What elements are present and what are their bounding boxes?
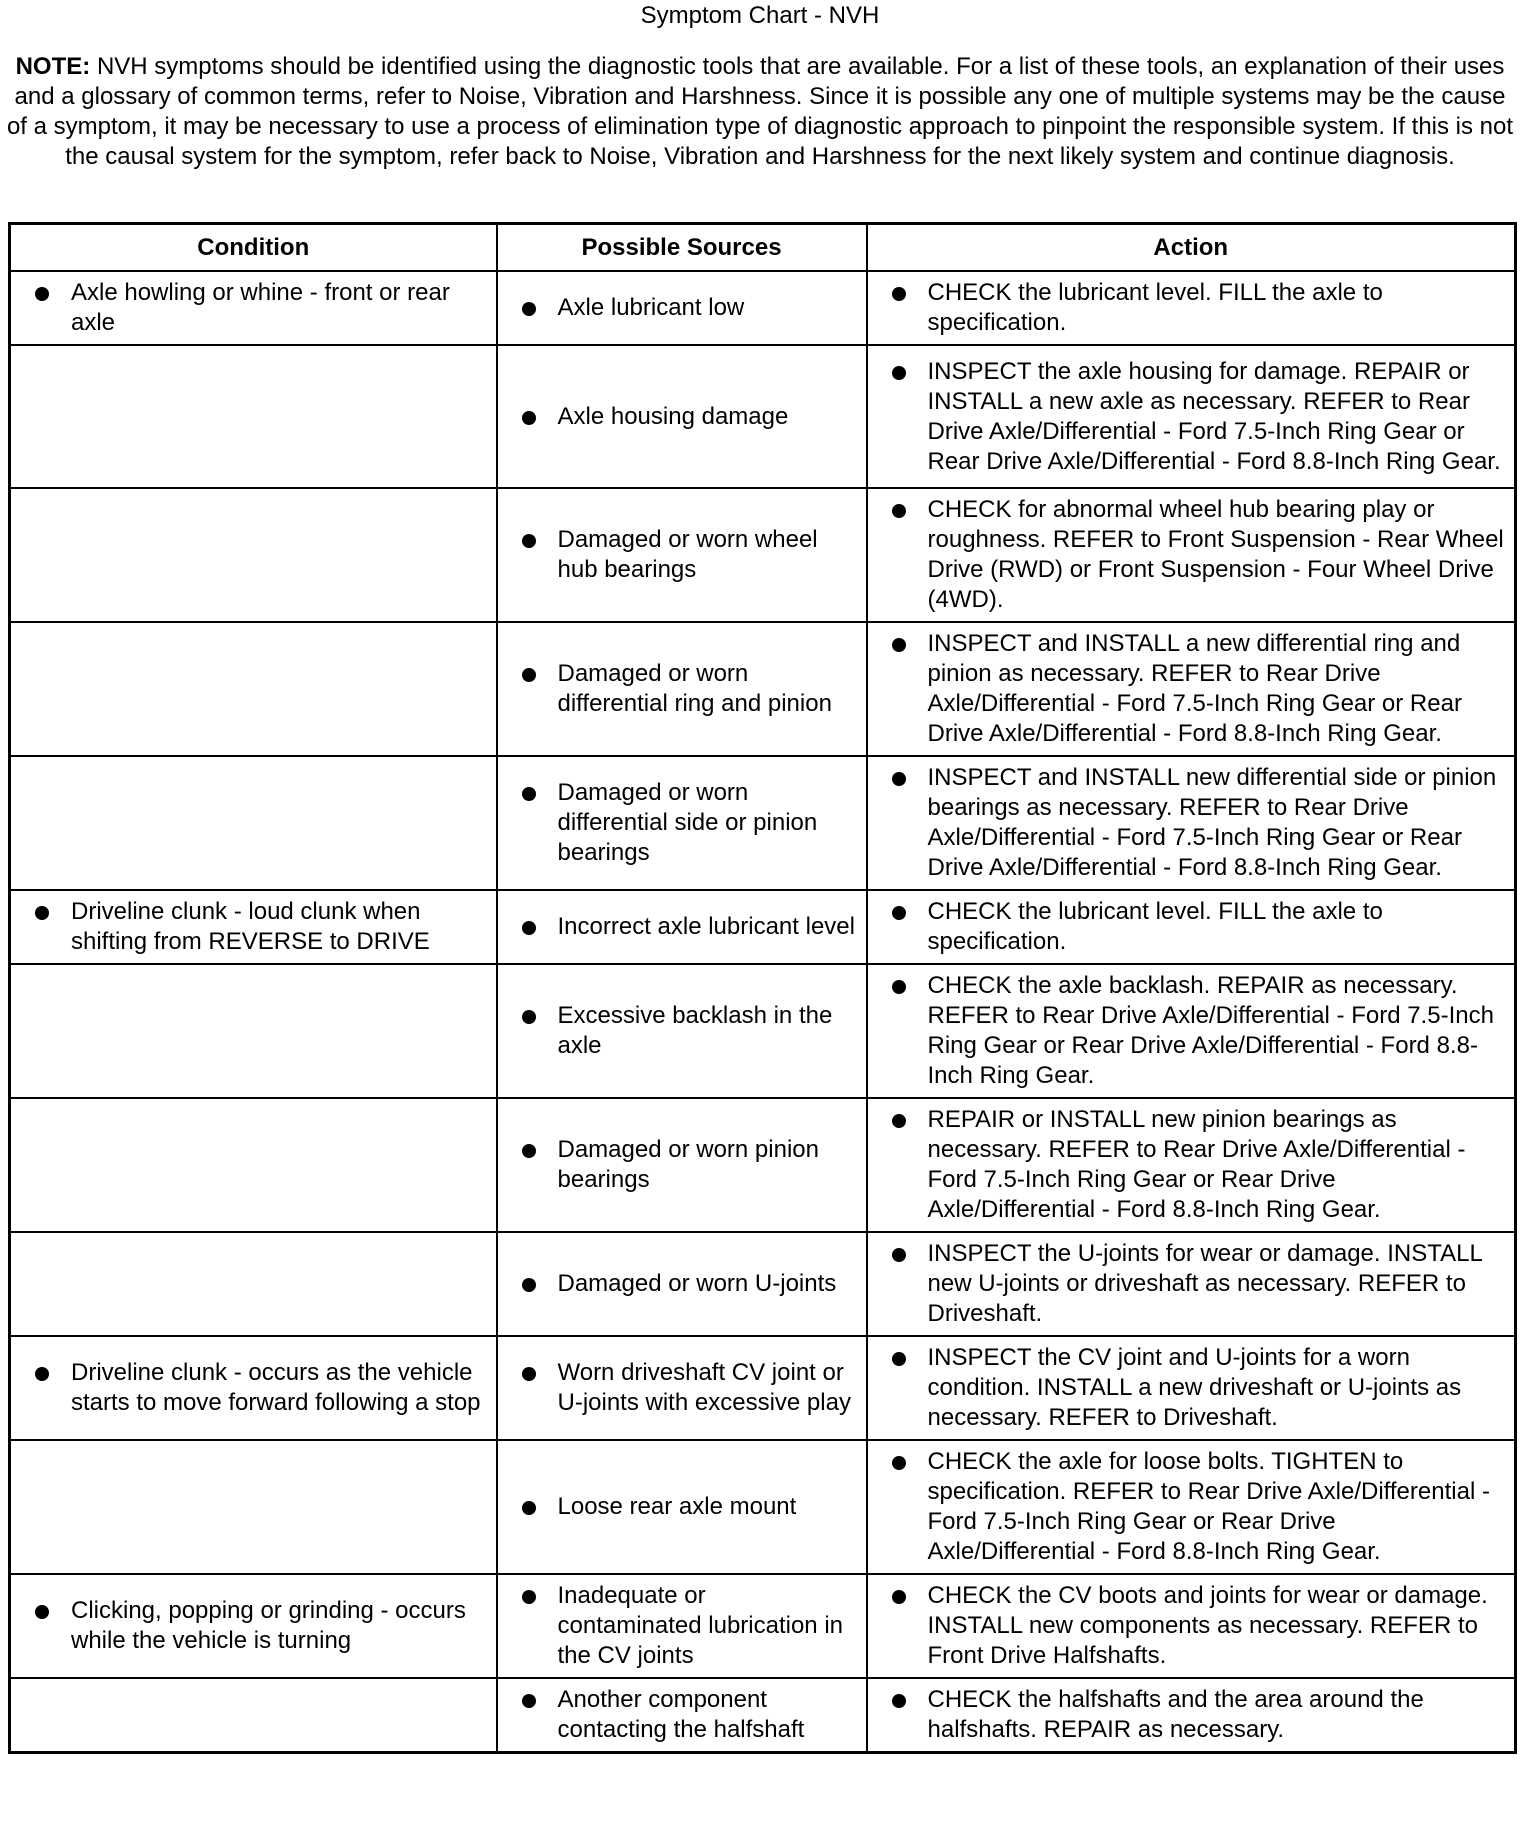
bullet-icon — [892, 1456, 906, 1470]
bullet-icon — [892, 287, 906, 301]
bullet-icon — [522, 534, 536, 548]
action-text: REPAIR or INSTALL new pinion bearings as necessary. REFER to Rear Drive Axle/Differential - Ford 7.5-Inch Ring Gear or Rear Drive Axle/Differential - Ford 8.8-Inch Ring Gear. — [927, 1106, 1466, 1223]
action-cell — [867, 1678, 1516, 1753]
action-item — [878, 357, 1505, 477]
header-possible-sources: Possible Sources — [497, 224, 867, 272]
action-item — [878, 1685, 1505, 1745]
possible-source-item — [508, 778, 856, 868]
action-text: CHECK for abnormal wheel hub bearing play or roughness. REFER to Front Suspension - Rear Wheel Drive (RWD) or Front Suspension - Four Wheel Drive (4WD). — [927, 496, 1504, 613]
action-cell — [867, 1232, 1516, 1336]
table-row — [10, 756, 1516, 890]
possible-source-cell — [497, 1336, 867, 1440]
bullet-icon — [522, 1694, 536, 1708]
header-condition: Condition — [10, 224, 497, 272]
condition-cell — [10, 1232, 497, 1336]
possible-source-item — [508, 1492, 856, 1522]
action-cell — [867, 756, 1516, 890]
possible-source-item — [508, 402, 856, 432]
possible-source-item — [508, 912, 856, 942]
table-row — [10, 271, 1516, 345]
action-item — [878, 495, 1505, 615]
table-row — [10, 622, 1516, 756]
action-item — [878, 1105, 1505, 1225]
note-text: NVH symptoms should be identified using the diagnostic tools that are available. For a list of these tools, an explanation of their uses and a glossary of common terms, refer to Noise, Vibration and Harshness. Since it is possible any one of multiple systems may be the cause of a symptom, it may be necessary to use a process of elimination type of diagnostic approach to pinpoint the responsible system. If this is not the causal system for the symptom, refer back to Noise, Vibration and Harshness for the next likely system and continue diagnosis. — [6, 53, 1514, 170]
possible-source-item — [508, 293, 856, 323]
action-item — [878, 278, 1505, 338]
possible-source-text: Inadequate or contaminated lubrication in the CV joints — [557, 1582, 844, 1669]
action-item — [878, 629, 1505, 749]
action-cell — [867, 345, 1516, 488]
action-item — [878, 971, 1505, 1091]
possible-source-item — [508, 1358, 856, 1418]
possible-source-cell — [497, 890, 867, 964]
bullet-icon — [522, 302, 536, 316]
possible-source-text: Axle lubricant low — [557, 294, 745, 321]
table-row — [10, 1098, 1516, 1232]
possible-source-cell — [497, 488, 867, 622]
bullet-icon — [522, 1590, 536, 1604]
condition-cell — [10, 890, 497, 964]
possible-source-text: Excessive backlash in the axle — [557, 1002, 833, 1059]
action-item — [878, 897, 1505, 957]
possible-source-cell — [497, 756, 867, 890]
table-row — [10, 964, 1516, 1098]
bullet-icon — [892, 638, 906, 652]
bullet-icon — [892, 1694, 906, 1708]
action-text: CHECK the CV boots and joints for wear or damage. INSTALL new components as necessary. REFER to Front Drive Halfshafts. — [927, 1582, 1488, 1669]
possible-source-cell — [497, 1574, 867, 1678]
bullet-icon — [892, 1248, 906, 1262]
action-cell — [867, 622, 1516, 756]
bullet-icon — [892, 772, 906, 786]
action-cell — [867, 1574, 1516, 1678]
action-text: INSPECT and INSTALL new differential side or pinion bearings as necessary. REFER to Rear Drive Axle/Differential - Ford 7.5-Inch Ring Gear or Rear Drive Axle/Differential - Ford 8.8-Inch Ring Gear. — [927, 764, 1497, 881]
action-text: CHECK the lubricant level. FILL the axle to specification. — [927, 898, 1383, 955]
possible-source-text: Damaged or worn pinion bearings — [557, 1136, 819, 1193]
bullet-icon — [522, 1367, 536, 1381]
condition-text: Clicking, popping or grinding - occurs while the vehicle is turning — [71, 1597, 466, 1654]
header-action: Action — [867, 224, 1516, 272]
bullet-icon — [522, 921, 536, 935]
condition-cell — [10, 1440, 497, 1574]
possible-source-text: Damaged or worn differential side or pinion bearings — [557, 779, 818, 866]
possible-source-text: Damaged or worn differential ring and pinion — [557, 660, 832, 717]
possible-source-item — [508, 525, 856, 585]
possible-source-text: Damaged or worn wheel hub bearings — [557, 526, 818, 583]
possible-source-item — [508, 1581, 856, 1671]
action-item — [878, 1447, 1505, 1567]
action-cell — [867, 488, 1516, 622]
possible-source-item — [508, 1135, 856, 1195]
table-row — [10, 488, 1516, 622]
condition-cell — [10, 345, 497, 488]
condition-text: Driveline clunk - occurs as the vehicle starts to move forward following a stop — [71, 1359, 481, 1416]
bullet-icon — [522, 411, 536, 425]
table-row — [10, 345, 1516, 488]
bullet-icon — [35, 1367, 49, 1381]
bullet-icon — [522, 1144, 536, 1158]
action-item — [878, 1343, 1505, 1433]
condition-cell — [10, 622, 497, 756]
condition-text: Driveline clunk - loud clunk when shifting from REVERSE to DRIVE — [71, 898, 430, 955]
table-row — [10, 1678, 1516, 1753]
action-cell — [867, 271, 1516, 345]
action-cell — [867, 1336, 1516, 1440]
action-text: INSPECT the axle housing for damage. REPAIR or INSTALL a new axle as necessary. REFER to Rear Drive Axle/Differential - Ford 7.5-Inch Ring Gear or Rear Drive Axle/Differential - Ford 8.8-Inch Ring Gear. — [927, 357, 1501, 475]
possible-source-item — [508, 1001, 856, 1061]
note-paragraph — [6, 52, 1514, 172]
possible-source-cell — [497, 964, 867, 1098]
bullet-icon — [892, 1352, 906, 1366]
action-text: INSPECT the U-joints for wear or damage. INSTALL new U-joints or driveshaft as necessary. REFER to Driveshaft. — [927, 1240, 1482, 1327]
action-text: INSPECT and INSTALL a new differential ring and pinion as necessary. REFER to Rear Drive Axle/Differential - Ford 7.5-Inch Ring Gear or Rear Drive Axle/Differential - Ford 8.8-Inch Ring Gear. — [927, 630, 1462, 747]
condition-item — [21, 1596, 486, 1656]
possible-source-cell — [497, 271, 867, 345]
action-text: CHECK the axle for loose bolts. TIGHTEN to specification. REFER to Rear Drive Axle/Differential - Ford 7.5-Inch Ring Gear or Rear Drive Axle/Differential - Ford 8.8-Inch Ring Gear. — [927, 1448, 1490, 1565]
possible-source-cell — [497, 1678, 867, 1753]
condition-cell — [10, 1574, 497, 1678]
symptom-chart-table — [8, 222, 1517, 1754]
bullet-icon — [35, 1605, 49, 1619]
note-label: NOTE: — [15, 53, 91, 80]
bullet-icon — [522, 787, 536, 801]
condition-item — [21, 897, 486, 957]
action-item — [878, 1581, 1505, 1671]
possible-source-cell — [497, 1098, 867, 1232]
action-text: CHECK the axle backlash. REPAIR as necessary. REFER to Rear Drive Axle/Differential - Ford 7.5-Inch Ring Gear or Rear Drive Axle/Differential - Ford 8.8-Inch Ring Gear. — [927, 972, 1494, 1089]
possible-source-cell — [497, 1440, 867, 1574]
table-header-row — [10, 224, 1516, 272]
table-row — [10, 1440, 1516, 1574]
bullet-icon — [892, 906, 906, 920]
condition-item — [21, 278, 486, 338]
table-row — [10, 890, 1516, 964]
condition-cell — [10, 964, 497, 1098]
condition-item — [21, 1358, 486, 1418]
bullet-icon — [522, 1501, 536, 1515]
condition-cell — [10, 271, 497, 345]
possible-source-cell — [497, 622, 867, 756]
action-item — [878, 1239, 1505, 1329]
condition-cell — [10, 756, 497, 890]
possible-source-text: Another component contacting the halfshaft — [557, 1686, 805, 1743]
bullet-icon — [892, 980, 906, 994]
action-text: CHECK the halfshafts and the area around the halfshafts. REPAIR as necessary. — [927, 1686, 1424, 1743]
action-cell — [867, 1440, 1516, 1574]
bullet-icon — [892, 1590, 906, 1604]
condition-text: Axle howling or whine - front or rear axle — [71, 279, 450, 336]
condition-cell — [10, 488, 497, 622]
bullet-icon — [522, 668, 536, 682]
possible-source-cell — [497, 345, 867, 488]
action-cell — [867, 964, 1516, 1098]
action-cell — [867, 1098, 1516, 1232]
possible-source-text: Incorrect axle lubricant level — [557, 913, 855, 940]
action-text: CHECK the lubricant level. FILL the axle to specification. — [927, 279, 1383, 336]
bullet-icon — [522, 1010, 536, 1024]
possible-source-text: Loose rear axle mount — [557, 1493, 797, 1520]
possible-source-text: Worn driveshaft CV joint or U-joints with excessive play — [557, 1359, 851, 1416]
possible-source-item — [508, 659, 856, 719]
document-title: Symptom Chart - NVH — [640, 2, 880, 29]
bullet-icon — [35, 287, 49, 301]
table-row — [10, 1232, 1516, 1336]
action-cell — [867, 890, 1516, 964]
condition-cell — [10, 1336, 497, 1440]
condition-cell — [10, 1098, 497, 1232]
bullet-icon — [892, 504, 906, 518]
action-text: INSPECT the CV joint and U-joints for a worn condition. INSTALL a new driveshaft or U-joints as necessary. REFER to Driveshaft. — [927, 1344, 1462, 1431]
possible-source-item — [508, 1269, 856, 1299]
bullet-icon — [35, 906, 49, 920]
possible-source-text: Axle housing damage — [557, 402, 789, 430]
bullet-icon — [892, 1114, 906, 1128]
condition-cell — [10, 1678, 497, 1753]
possible-source-text: Damaged or worn U-joints — [557, 1270, 837, 1297]
possible-source-item — [508, 1685, 856, 1745]
possible-source-cell — [497, 1232, 867, 1336]
bullet-icon — [522, 1278, 536, 1292]
bullet-icon — [892, 366, 906, 380]
table-row — [10, 1336, 1516, 1440]
table-body — [10, 271, 1516, 1753]
table-row — [10, 1574, 1516, 1678]
action-item — [878, 763, 1505, 883]
